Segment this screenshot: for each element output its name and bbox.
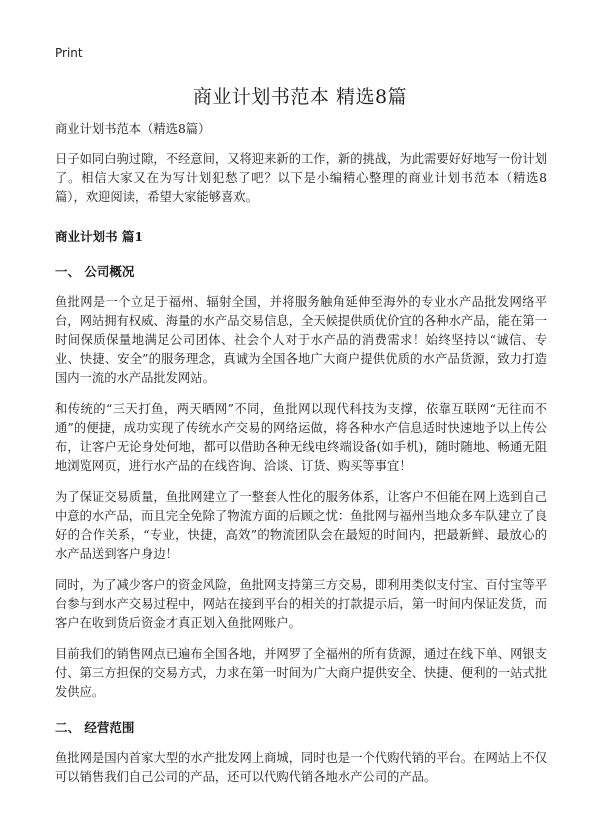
- section-heading-business-scope: 二、 经营范围: [55, 720, 135, 735]
- intro-paragraph: 日子如同白驹过隙，不经意间，又将迎来新的工作，新的挑战，为此需要好好地写一份计划了。相信大家又在为写计划犯愁了吧？以下是小编精心整理的商业计划书范本（精选8篇），欢迎阅读，希望大家能够喜欢。: [55, 152, 547, 204]
- company-overview-paragraph: 目前我们的销售网点已遍布全国各地，并网罗了全福州的所有货源，通过在线下单、网银支付、第三方担保的交易方式，力求在第一时间为广大商户提供安全、快捷、便利的一站式批发供应。: [55, 647, 547, 699]
- company-overview-paragraph: 同时，为了减少客户的资金风险，鱼批网支持第三方交易，即利用类似支付宝、百付宝等平台参与到水产交易过程中，网站在接到平台的相关的打款提示后，第一时间内保证发货，而客户在收到货后资金才真正划入鱼批网账户。: [55, 578, 547, 630]
- business-scope-paragraph: 鱼批网是国内首家大型的水产批发网上商城，同时也是一个代购代销的平台。在网站上不仅可以销售我们自己公司的产品，还可以代购代销各地水产公司的产品。: [55, 751, 547, 784]
- document-body: [55, 120, 547, 799]
- company-overview-paragraph: 为了保证交易质量，鱼批网建立了一整套人性化的服务体系，让客户不但能在网上选到自己中意的水产品，而且完全免除了物流方面的后顾之忧：鱼批网与福州当地众多车队建立了良好的合作关系，“专业，快捷，高效”的物流团队会在最短的时间内，把最新鲜、最放心的水产品送到客户身边！: [55, 490, 547, 561]
- company-overview-paragraph: 鱼批网是一个立足于福州、辐射全国，并将服务触角延伸至海外的专业水产品批发网络平台，网站拥有权威、海量的水产品交易信息，全天候提供质优价宜的各种水产品，能在第一时间保质保量地满足公司团体、社会个人对于水产品的消费需求！始终坚持以“诚信、专业、快捷、安全”的服务理念，真诚为全国各地广大商户提供优质的水产品货源，致力打造国内一流的水产品批发网站。: [55, 295, 547, 385]
- document-subtitle: 商业计划书范本（精选8篇）: [55, 122, 211, 136]
- company-overview-paragraph: 和传统的“三天打鱼，两天晒网”不同，鱼批网以现代科技为支撑，依靠互联网“无往而不通”的便捷，成功实现了传统水产交易的网络运做，将各种水产信息适时快速地予以上传公布，让客户无论身处何地，都可以借助各种无线电终端设备(如手机)，随时随地、畅通无阻地浏览网页，进行水产品的在线咨询、洽谈、订货、购买等事宜！: [55, 402, 547, 473]
- print-link[interactable]: Print: [55, 46, 83, 60]
- section-heading-company-overview: 一、 公司概况: [55, 264, 135, 279]
- document-title: 商业计划书范本 精选8篇: [192, 86, 408, 108]
- article-heading: 商业计划书 篇1: [55, 229, 144, 244]
